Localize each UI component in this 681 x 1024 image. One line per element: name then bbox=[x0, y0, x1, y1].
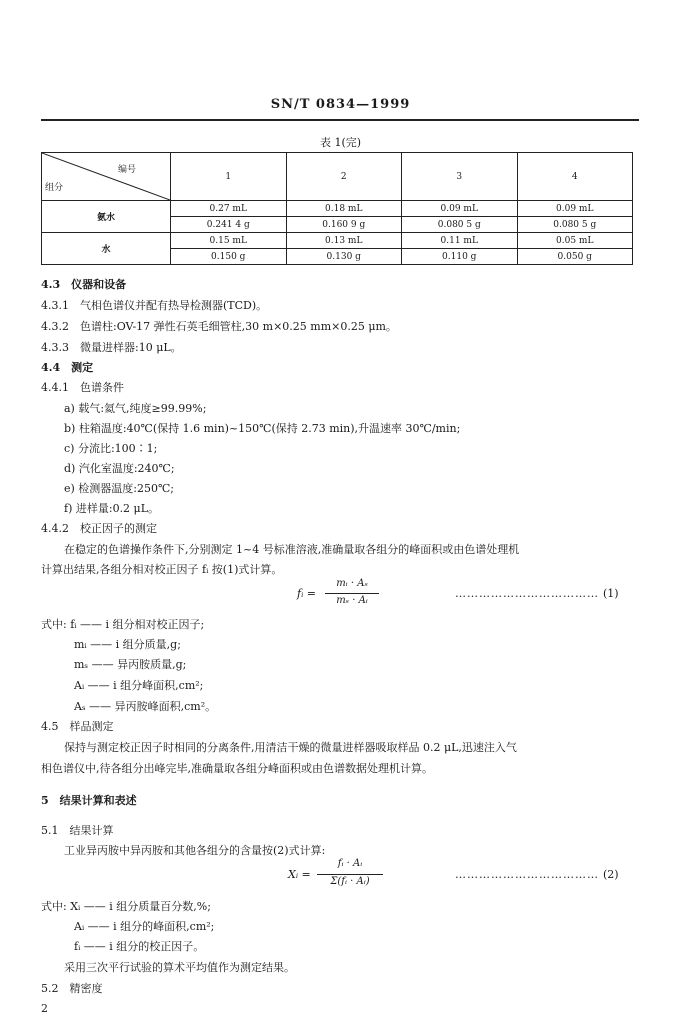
table-cell: 0.080 5 g bbox=[402, 217, 518, 233]
column-header: 1 bbox=[171, 153, 287, 201]
table-title: 表 1(完) bbox=[319, 136, 362, 149]
header-rule bbox=[41, 119, 639, 121]
subsection-heading: 4.4.1 色谱条件 bbox=[41, 381, 124, 394]
formula-number: (2) bbox=[603, 868, 619, 881]
leader-dots: ……………………………… bbox=[455, 868, 599, 881]
table-cell: 0.150 g bbox=[171, 249, 287, 265]
corner-top-label: 编号 bbox=[117, 165, 136, 175]
table-cell: 0.05 mL bbox=[517, 233, 633, 249]
page-number: 2 bbox=[41, 1002, 48, 1015]
section-heading: 4.4 测定 bbox=[41, 361, 94, 374]
paragraph-line: 4.3.2 色谱柱:OV-17 弹性石英毛细管柱,30 m×0.25 mm×0.25 μm。 bbox=[41, 320, 397, 333]
table-corner-cell bbox=[42, 153, 171, 201]
table-cell: 0.160 9 g bbox=[286, 217, 402, 233]
table-cell: 0.080 5 g bbox=[517, 217, 633, 233]
symbol-definition: mᵢ —— i 组分质量,g; bbox=[74, 638, 181, 651]
paragraph-line: 计算出结果,各组分相对校正因子 fᵢ 按(1)式计算。 bbox=[41, 563, 283, 576]
table-cell: 0.11 mL bbox=[402, 233, 518, 249]
table-cell: 0.110 g bbox=[402, 249, 518, 265]
table-cell: 0.241 4 g bbox=[171, 217, 287, 233]
fraction-bar bbox=[317, 874, 383, 875]
paragraph-line: 保持与测定校正因子时相同的分离条件,用清洁干燥的微量进样器吸取样品 0.2 μL,迅速注入气 bbox=[64, 741, 517, 754]
paragraph-line: 采用三次平行试验的算术平均值作为测定结果。 bbox=[64, 961, 295, 974]
leader-dots: ……………………………… bbox=[455, 587, 599, 600]
paragraph-line: 在稳定的色谱操作条件下,分别测定 1~4 号标准溶液,准确量取各组分的峰面积或由色谱处理机 bbox=[64, 543, 520, 556]
fraction-bar bbox=[325, 593, 379, 594]
row-header: 水 bbox=[42, 233, 171, 265]
formula-lhs: fᵢ = bbox=[297, 587, 316, 600]
symbol-definition: 式中: fᵢ —— i 组分相对校正因子; bbox=[41, 618, 205, 631]
symbol-definition: Aₛ —— 异丙胺峰面积,cm²。 bbox=[74, 700, 217, 713]
row-header: 氨水 bbox=[42, 201, 171, 233]
corner-left-label: 组分 bbox=[45, 183, 64, 193]
table-cell: 0.09 mL bbox=[402, 201, 518, 217]
table-cell: 0.09 mL bbox=[517, 201, 633, 217]
table-cell: 0.15 mL bbox=[171, 233, 287, 249]
paragraph-line: 相色谱仪中,待各组分出峰完毕,准确量取各组分峰面积或由色谱数据处理机计算。 bbox=[41, 762, 433, 775]
subsection-heading: 4.5 样品测定 bbox=[41, 720, 114, 733]
list-item: d) 汽化室温度:240℃; bbox=[64, 462, 175, 475]
table-cell: 0.27 mL bbox=[171, 201, 287, 217]
subsection-heading: 4.4.2 校正因子的测定 bbox=[41, 522, 157, 535]
formula-number: (1) bbox=[603, 587, 619, 600]
paragraph-line: 4.3.3 微量进样器:10 μL。 bbox=[41, 341, 182, 354]
section-heading: 4.3 仪器和设备 bbox=[41, 278, 127, 291]
table-row bbox=[42, 233, 633, 249]
table-cell: 0.130 g bbox=[286, 249, 402, 265]
symbol-definition: Aᵢ —— i 组分峰面积,cm²; bbox=[74, 679, 204, 692]
table-cell: 0.050 g bbox=[517, 249, 633, 265]
table-cell: 0.18 mL bbox=[286, 201, 402, 217]
symbol-definition: mₛ —— 异丙胺质量,g; bbox=[74, 658, 187, 671]
symbol-definition: fᵢ —— i 组分的校正因子。 bbox=[74, 940, 205, 953]
table-header-row bbox=[42, 153, 633, 201]
list-item: f) 进样量:0.2 μL。 bbox=[64, 502, 160, 515]
formula-numerator: mᵢ · Aₛ bbox=[336, 578, 368, 589]
subsection-heading: 5.2 精密度 bbox=[41, 982, 103, 995]
formula-denominator: mₛ · Aᵢ bbox=[336, 595, 368, 606]
table-cell: 0.13 mL bbox=[286, 233, 402, 249]
paragraph-line: 4.3.1 气相色谱仪并配有热导检测器(TCD)。 bbox=[41, 299, 268, 312]
list-item: e) 检测器温度:250℃; bbox=[64, 482, 175, 495]
column-header: 2 bbox=[286, 153, 402, 201]
column-header: 4 bbox=[517, 153, 633, 201]
symbol-definition: 式中: Xᵢ —— i 组分质量百分数,%; bbox=[41, 900, 211, 913]
table-row bbox=[42, 201, 633, 217]
list-item: a) 载气:氦气,纯度≥99.99%; bbox=[64, 402, 207, 415]
column-header: 3 bbox=[402, 153, 518, 201]
list-item: c) 分流比:100∶1; bbox=[64, 442, 158, 455]
paragraph-line: 工业异丙胺中异丙胺和其他各组分的含量按(2)式计算: bbox=[64, 844, 326, 857]
section-heading: 5 结果计算和表述 bbox=[41, 794, 137, 807]
symbol-definition: Aᵢ —— i 组分的峰面积,cm²; bbox=[74, 920, 215, 933]
formula-lhs: Xᵢ = bbox=[288, 868, 311, 881]
data-table bbox=[41, 152, 633, 265]
list-item: b) 柱箱温度:40℃(保持 1.6 min)~150℃(保持 2.73 min),升温速率 30℃/min; bbox=[64, 422, 461, 435]
subsection-heading: 5.1 结果计算 bbox=[41, 824, 114, 837]
formula-numerator: fᵢ · Aᵢ bbox=[337, 858, 363, 869]
standard-number-header: SN/T 0834—1999 bbox=[270, 97, 411, 112]
formula-denominator: Σ(fᵢ · Aᵢ) bbox=[330, 876, 370, 887]
